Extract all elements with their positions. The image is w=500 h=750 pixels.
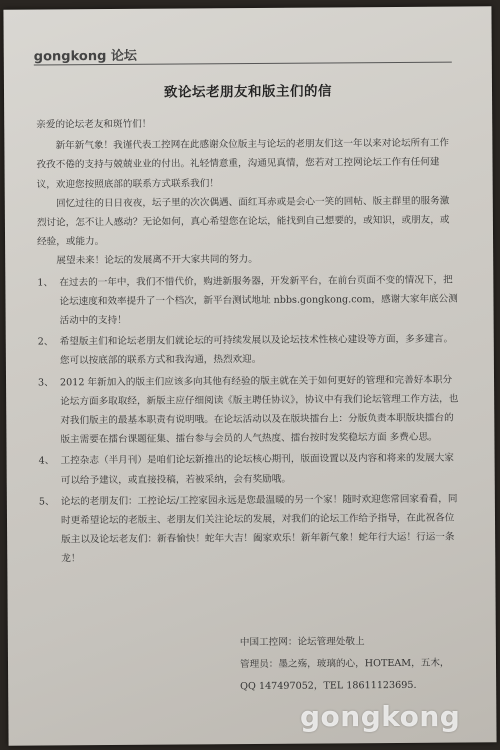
item-text: 工控杂志（半月刊）是咱们论坛新推出的论坛核心期刊，版面设置以及内容和将来的发展大家可以给予建议，或直接投稿，若被采纳，会有奖励哦。: [60, 453, 454, 486]
item-number: 4、: [38, 455, 55, 467]
letter-paper: [3, 6, 496, 745]
item-text: 2012 年新加入的版主们应该多向其他有经验的版主就在关于如何更好的管理和完善好本职分论坛方面多取取经，新版主应仔细阅读《版主聘任协议》，协议中有我们论坛管理工作方法，也对我们版主的最基本职责有说明哦。在论坛活动以及在版块擂台上：分版负责本职版块擂台的版主需要在擂台课题征集、擂台参与会员的人气热度、擂台按时发奖稳坛方面 多费心思。: [60, 374, 459, 446]
salutation: 亲爱的论坛老友和斑竹们！: [36, 118, 152, 131]
watermark-logo: gongkong: [300, 700, 461, 733]
signature-contact: QQ 147497052，TEL 18611123695.: [240, 679, 417, 693]
item-number: 1、: [37, 276, 54, 289]
list-item: [39, 449, 461, 490]
paragraph: 新年新气象！我谨代表工控网在此感谢众位版主与论坛的老朋友们这一年以来对论坛所有工作孜孜不倦的支持与兢兢业业的付出。礼轻情意重，沟通见真情，您若对工控网论坛工作有任何建议，欢迎您按照底部的联系方式联系我们！: [36, 137, 449, 191]
list-item: [38, 330, 460, 371]
paragraph: 展望未来！论坛的发展离不开大家共同的努力。: [56, 254, 258, 267]
item-text: 在过去的一年中，我们不惜代价，购进新服务器，开发新平台，在前台页面不变的情况下，把论坛速度和效率提升了一个档次，新平台测试地址 nbbs.gongkong.com，感谢大家年底公测活动中的支持！: [59, 274, 458, 327]
item-number: 5、: [38, 496, 55, 508]
letterhead-brand: gongkong 论坛: [33, 48, 137, 65]
letter-body: [36, 113, 461, 570]
paragraph: 回忆过往的日日夜夜，坛子里的次次偶遇、面红耳赤或是会心一笑的回帖、版主群里的服务激烈讨论，怎不让人感动？无论如何，真心希望您在论坛，能找到自己想要的，或知识，或朋友，或经验，或能力。: [36, 195, 450, 248]
item-text: 希望版主们和论坛老朋友们就论坛的可持续发展以及论坛技术性核心建设等方面，多多建言。您可以按底部的联系方式和我沟通，热烈欢迎。: [59, 333, 454, 367]
item-number: 2、: [37, 336, 54, 348]
letter-title: 致论坛老朋友和版主们的信: [163, 83, 333, 101]
item-number: 3、: [38, 377, 54, 389]
list-item: [38, 370, 461, 450]
signature-org: 中国工控网：论坛管理处敬上: [239, 636, 365, 649]
signature-admins: 管理员：墨之殇，玻璃的心，HOTEAM，五木，: [239, 657, 450, 671]
list-item: [39, 489, 462, 569]
list-item: [37, 270, 459, 331]
item-text: 论坛的老朋友们：工控论坛/工控家园永远是您最温暖的另一个家！随时欢迎您常回家看看，同时更希望论坛的老版主、老朋友们关注论坛的发展，对我们的论坛工作给予指导，在此祝各位版主以及论坛老友们：新春愉快！蛇年大吉！阖家欢乐！新年新气象！蛇年行大运！行运一条龙！: [60, 493, 458, 565]
